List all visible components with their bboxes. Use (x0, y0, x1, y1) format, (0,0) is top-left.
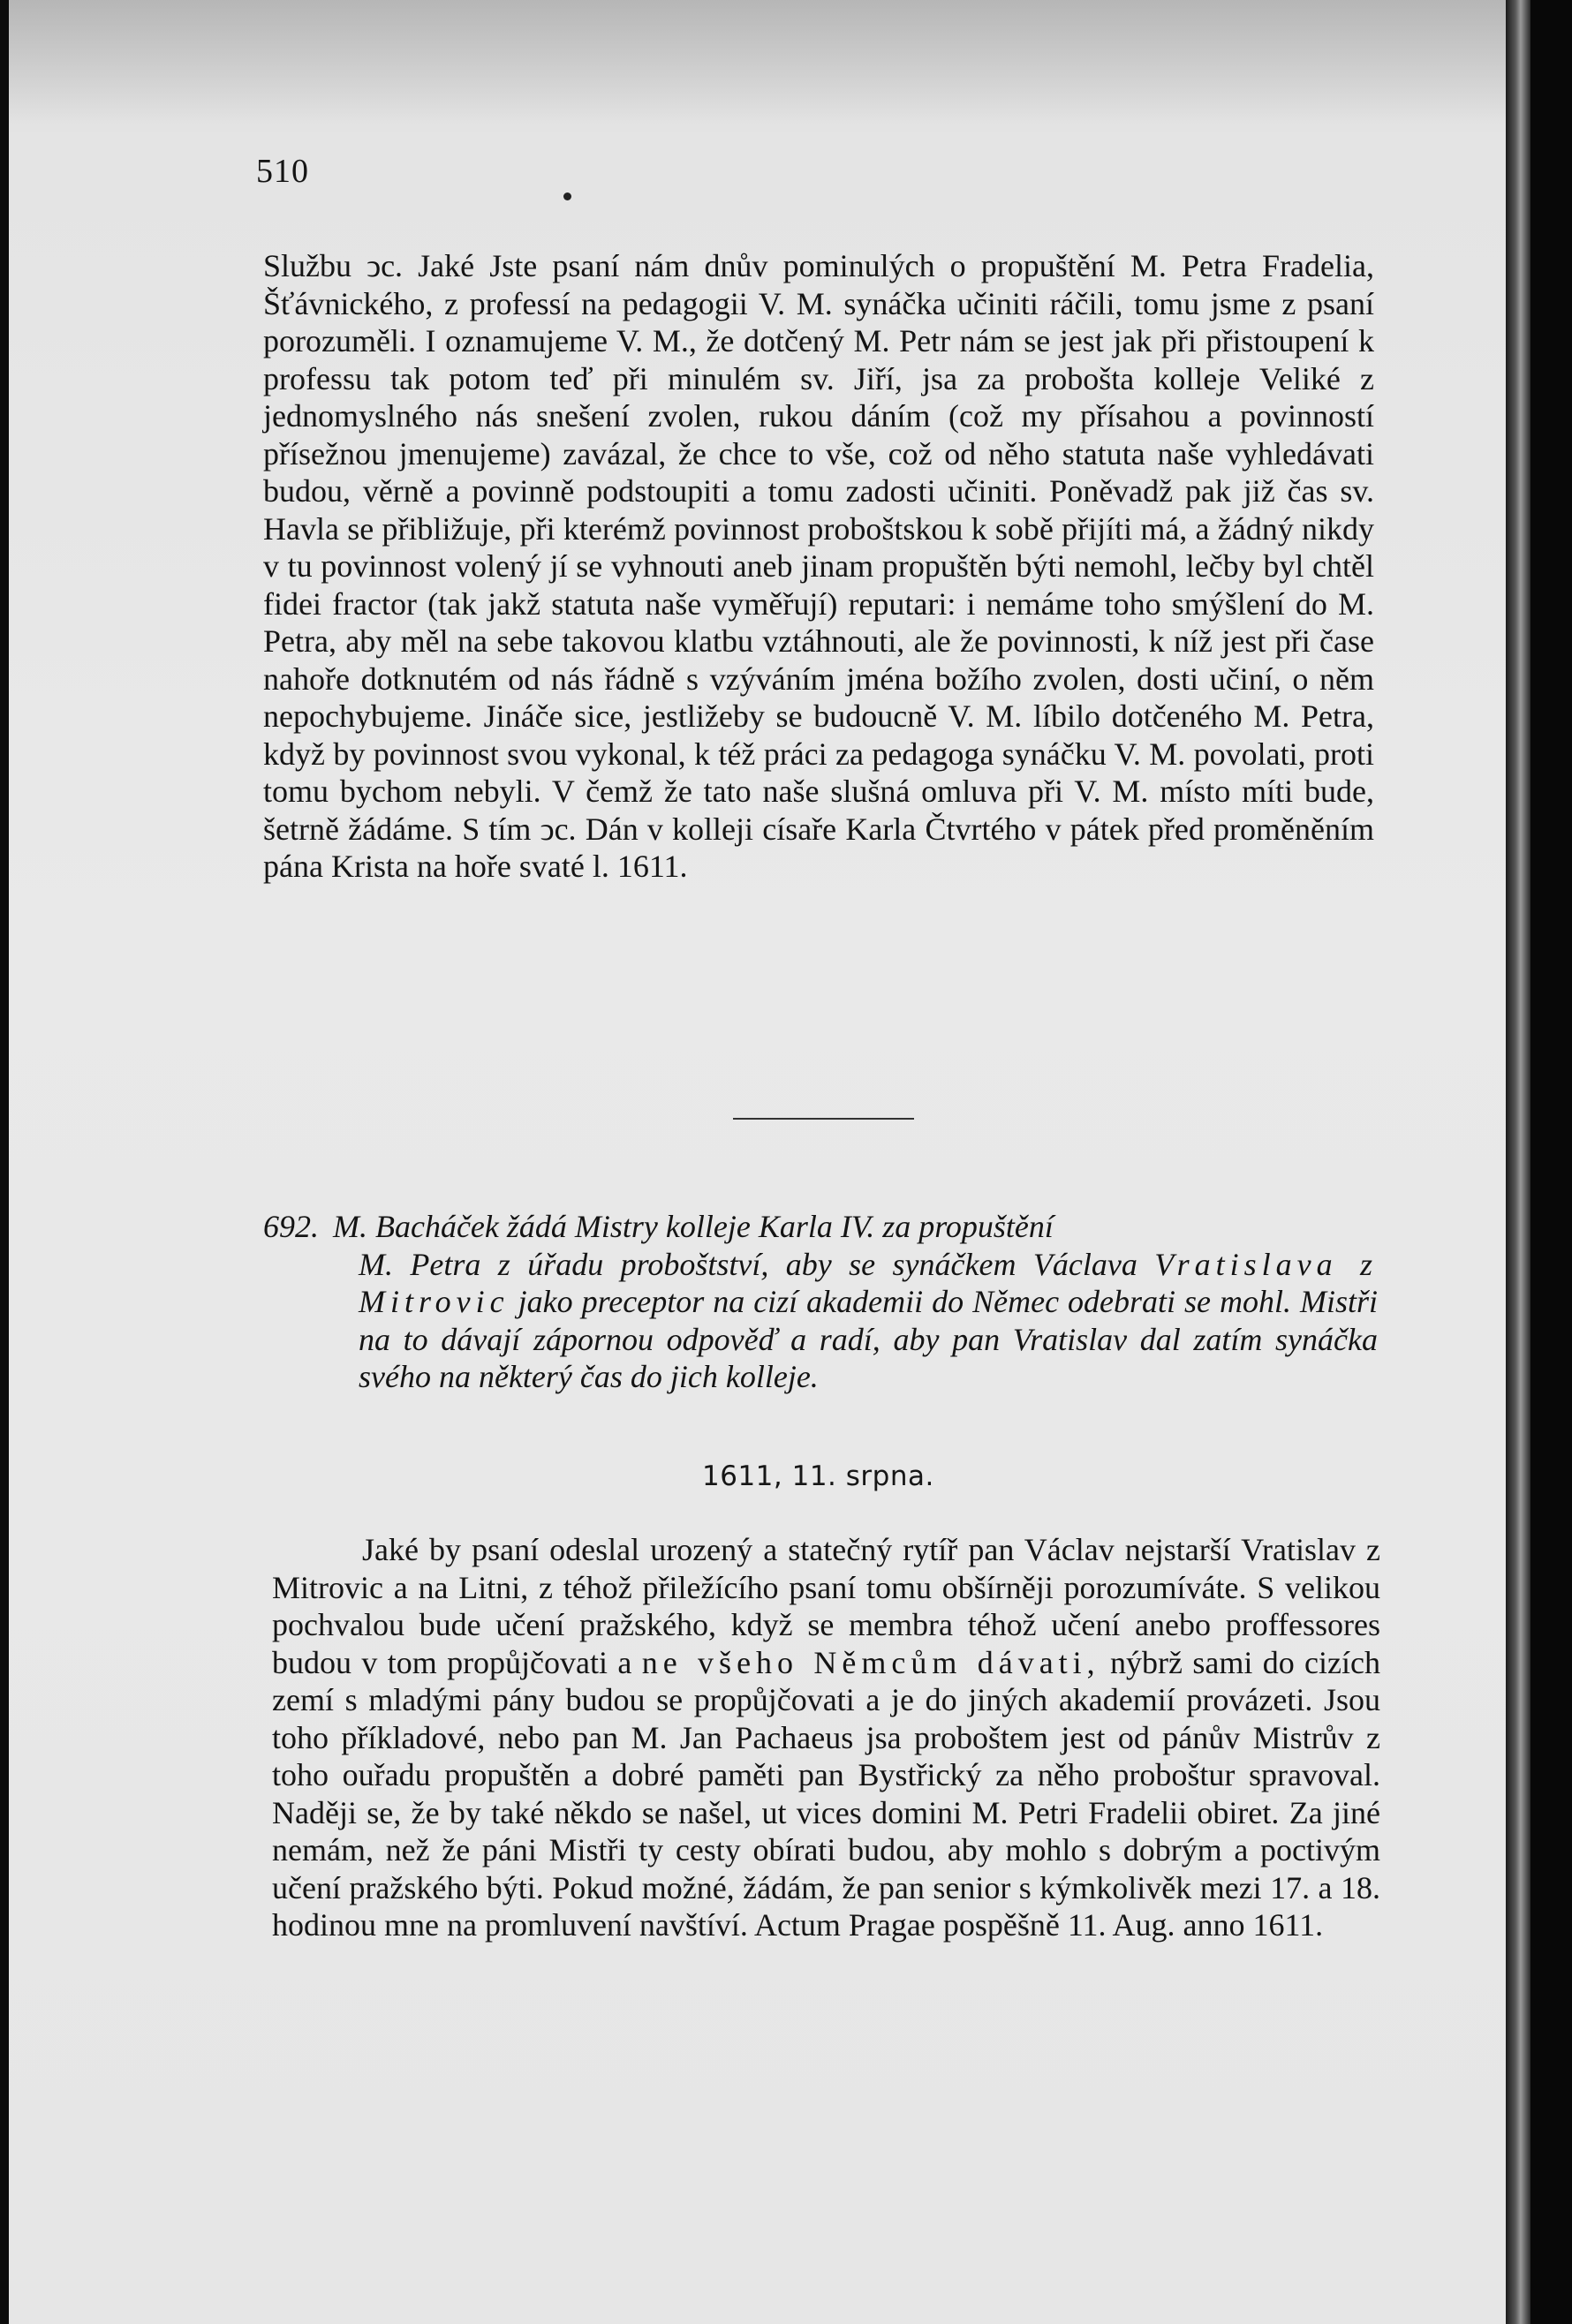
entry-heading (263, 1208, 1378, 1396)
letter-2-body (272, 1531, 1380, 1944)
entry-date: 1611, 11. srpna. (702, 1460, 934, 1492)
letter-1-body (263, 247, 1374, 886)
letter-2-paragraph (272, 1531, 1380, 1944)
page-number: 510 (256, 153, 309, 190)
scan-border (1530, 0, 1572, 2324)
letter-1-paragraph: Službu ͻc. Jaké Jste psaní nám dnův pominulých o propuštění M. Petra Fradelia, Šťávnického, z professí na pedagogii V. M. synáčka učiniti ráčili, tomu jsme z psaní porozuměli. I oznamujeme V. M., že dotčený M. Petr nám se jest jak při přistoupení k professu tak potom teď při minulém sv. Jiří, jsa za probošta kolleje Veliké z jednomyslného nás snešení zvolen, rukou dáním (což my přísahou a povinností přísežnou jmenujeme) zavázal, že chce to vše, což od něho statuta naše vyhledávati budou, věrně a povinně podstoupiti a tomu zadosti učiniti. Poněvadž pak již čas sv. Havla se přibližuje, při kterémž povinnost proboštskou k sobě přijíti má, a žádný nikdy v tu povinnost volený jí se vyhnouti aneb jinam propuštěn býti nemohl, lečby byl chtěl fidei fractor (tak jakž statuta naše vyměřují) reputari: i nemáme toho smýšlení do M. Petra, aby měl na sebe takovou klatbu vztáhnouti, ale že povinnosti, k níž jest při čase nahoře dotknutém od nás řádně s vzýváním jména božího zvolen, dosti učiní, o něm nepochybujeme. Jináče sice, jestližeby se budoucně V. M. líbilo dotčeného M. Petra, když by povinnost svou vykonal, k též práci za pedagoga synáčku V. M. povolati, proti tomu bychom nebyli. V čemž že tato naše slušná omluva při V. M. místo míti bude, šetrně žádáme. S tím ͻc. Dán v kolleji císaře Karla Čtvrtého v pátek před proměněním pána Krista na hoře svaté l. 1611. (263, 248, 1374, 884)
entry-title-start: M. Bacháček žádá Mistry kolleje Karla IV. za propuštění (333, 1209, 1054, 1244)
entry-title-spaced-name: Vratislava z Mitrovic (359, 1246, 1378, 1319)
entry-title-continuation (263, 1246, 1378, 1396)
ink-dot (563, 192, 571, 200)
binding-edge (1506, 0, 1530, 2324)
entry-title-part-2: jako preceptor na cizí akademii do Němec odebrati se mohl. Mistři na to dávají zápornou odpověď a radí, aby pan Vratislav dal zatím synáčka svého na některý čas do jich kolleje. (359, 1284, 1379, 1394)
letter-2-part-2: nýbrž sami do cizích zemí s mladými pány budou se propůjčovati a je do jiných akademií provázeti. Jsou toho příkladové, nebo pan M. Jan Pachaeus jsa proboštem jest od pánův Mistrův z toho ouřadu propuštěn a dobré paměti pan Bystřický za něho proboštur spravoval. Naději se, že by také někdo se našel, ut vices domini M. Petri Fradelii obiret. Za jiné nemám, než že páni Mistři ty cesty obírati budou, aby mohlo s dobrým a poctivým učení pražského býti. Pokud možné, žádám, že pan senior s kýmkolivěk mezi 17. a 18. hodinou mne na promluvení navštíví. Actum Pragae pospěšně 11. Aug. anno 1611. (272, 1644, 1380, 1943)
letter-2-spaced-phrase: ne všeho Němcům dávati, (641, 1644, 1100, 1680)
entry-number: 692. (263, 1209, 319, 1244)
section-divider (733, 1118, 914, 1120)
entry-title-part-1: M. Petra z úřadu proboštství, aby se synáčkem Václava (359, 1246, 1137, 1282)
letter-2-part-1: Jaké by psaní odeslal urozený a statečný rytíř pan Václav nejstarší Vratislav z Mitrovic a na Litni, z téhož přiležícího psaní tomu obšírněji porozumíváte. S velikou pochvalou bude učení pražského, když se membra téhož učení anebo proffessores budou v tom propůjčovati a (272, 1532, 1380, 1680)
